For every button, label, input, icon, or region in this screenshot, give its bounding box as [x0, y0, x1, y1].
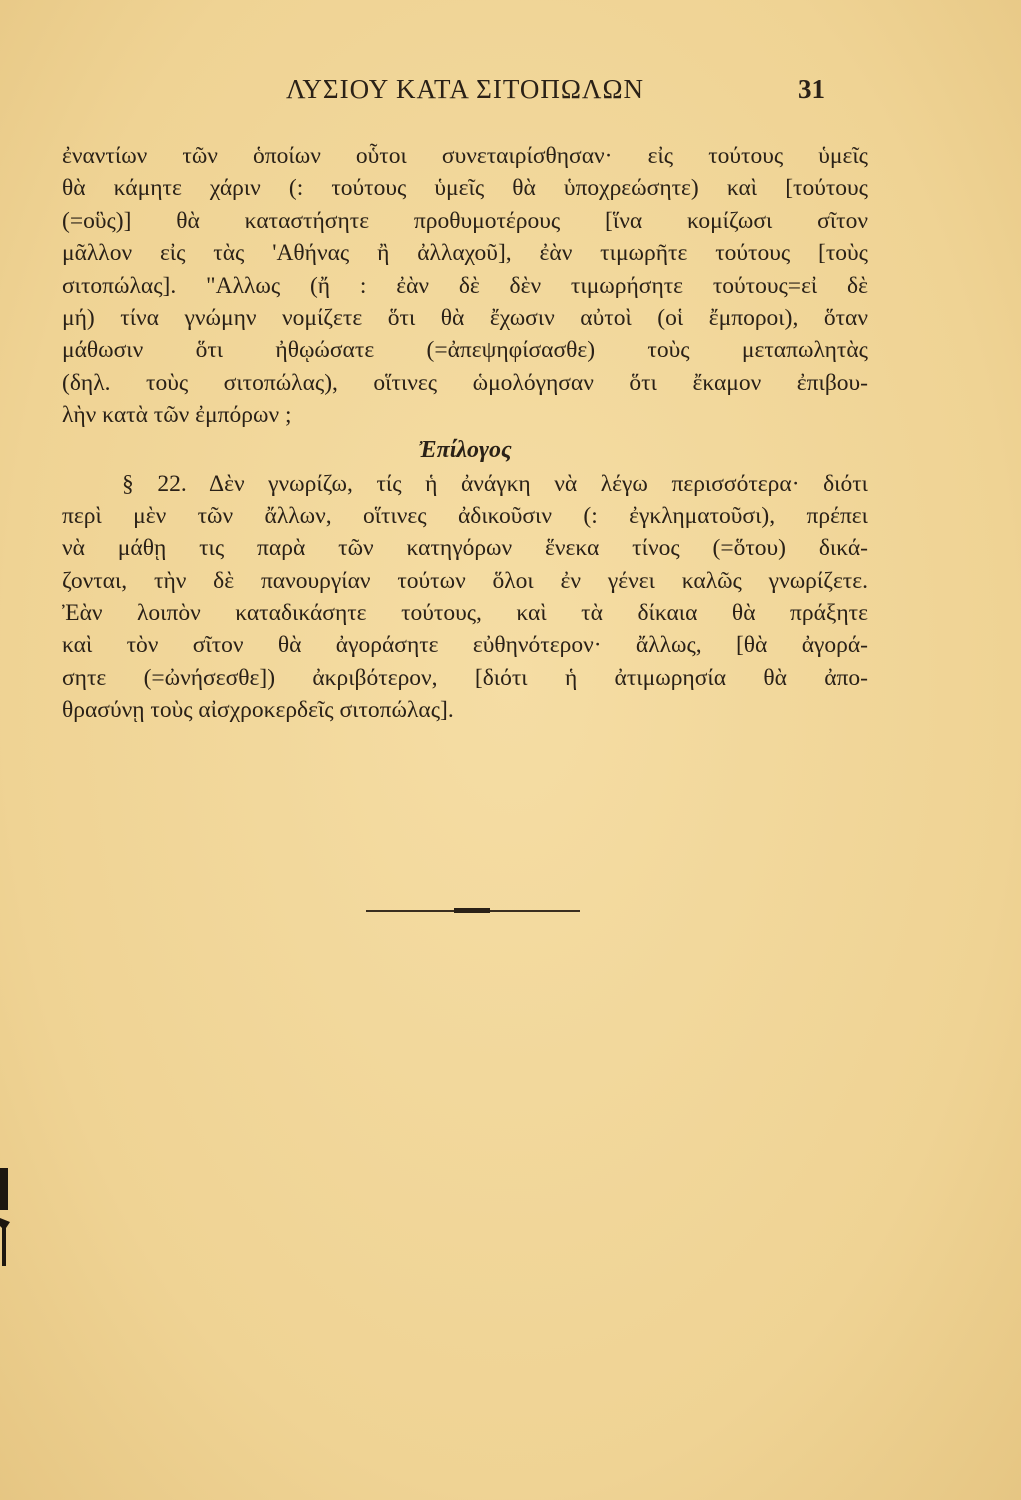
text-line: ἐναντίων τῶν ὁποίων οὗτοι συνεταιρίσθησαν· εἰς τούτους ὑμεῖς — [62, 143, 868, 169]
text-line: καὶ τὸν σῖτον θὰ ἀγοράσητε εὐθηνότερον· ἄλλως, [θὰ ἀγορά- — [62, 632, 868, 659]
text-line: § 22. Δὲν γνωρίζω, τίς ἡ ἀνάγκη νὰ λέγω περισσότερα· διότι — [122, 470, 868, 497]
binding-edge-mark — [0, 1168, 12, 1268]
text-line: θὰ κάμητε χάριν (: τούτους ὑμεῖς θὰ ὑποχρεώσητε) καὶ [τούτους — [62, 175, 868, 202]
end-rule-ornament — [454, 908, 490, 913]
text-line: Ἐὰν λοιπὸν καταδικάσητε τούτους, καὶ τὰ δίκαια θὰ πράξητε — [62, 600, 868, 627]
text-line: (δηλ. τοὺς σιτοπώλας), οἵτινες ὡμολόγησαν ὅτι ἔκαμον ἐπιβου- — [62, 369, 868, 396]
text-line: ζονται, τὴν δὲ πανουργίαν τούτων ὅλοι ἐν γένει καλῶς γνωρίζετε. — [62, 567, 868, 594]
section-heading: Ἐπίλογος — [418, 436, 512, 463]
page-header — [110, 74, 870, 114]
text-line: λὴν κατὰ τῶν ἐμπόρων ; — [62, 402, 292, 429]
body-text — [62, 140, 868, 727]
text-line: μή) τίνα γνώμην νομίζετε ὅτι θὰ ἔχωσιν αὐτοὶ (οἱ ἔμποροι), ὅταν — [62, 304, 868, 331]
text-line: (=οὓς)] θὰ καταστήσητε προθυμοτέρους [ἵνα κομίζωσι σῖτον — [62, 207, 868, 234]
page-number: 31 — [798, 74, 825, 104]
text-line: περὶ μὲν τῶν ἄλλων, οἵτινες ἀδικοῦσιν (: ἐγκληματοῦσι), πρέπει — [62, 502, 868, 529]
text-line: θρασύνῃ τοὺς αἰσχροκερδεῖς σιτοπώλας]. — [62, 697, 454, 724]
text-line: μᾶλλον εἰς τὰς 'Αθήνας ἢ ἀλλαχοῦ], ἐὰν τιμωρῆτε τούτους [τοὺς — [62, 240, 868, 267]
text-line: σιτοπώλας]. "Αλλως (ἤ : ἐὰν δὲ δὲν τιμωρήσητε τούτους=εἰ δὲ — [62, 272, 868, 299]
text-line: μάθωσιν ὅτι ἠθῳώσατε (=ἀπεψηφίσασθε) τοὺς μεταπωλητὰς — [62, 337, 868, 364]
text-line: νὰ μάθῃ τις παρὰ τῶν κατηγόρων ἕνεκα τίνος (=ὅτου) δικά- — [62, 535, 868, 562]
text-line: σητε (=ὠνήσεσθε]) ἀκριβότερον, [διότι ἡ ἀτιμωρησία θὰ ἀπο- — [62, 664, 868, 691]
running-title: ΛΥΣΙΟΥ ΚΑΤΑ ΣΙΤΟΠΩΛΩΝ — [285, 74, 645, 104]
